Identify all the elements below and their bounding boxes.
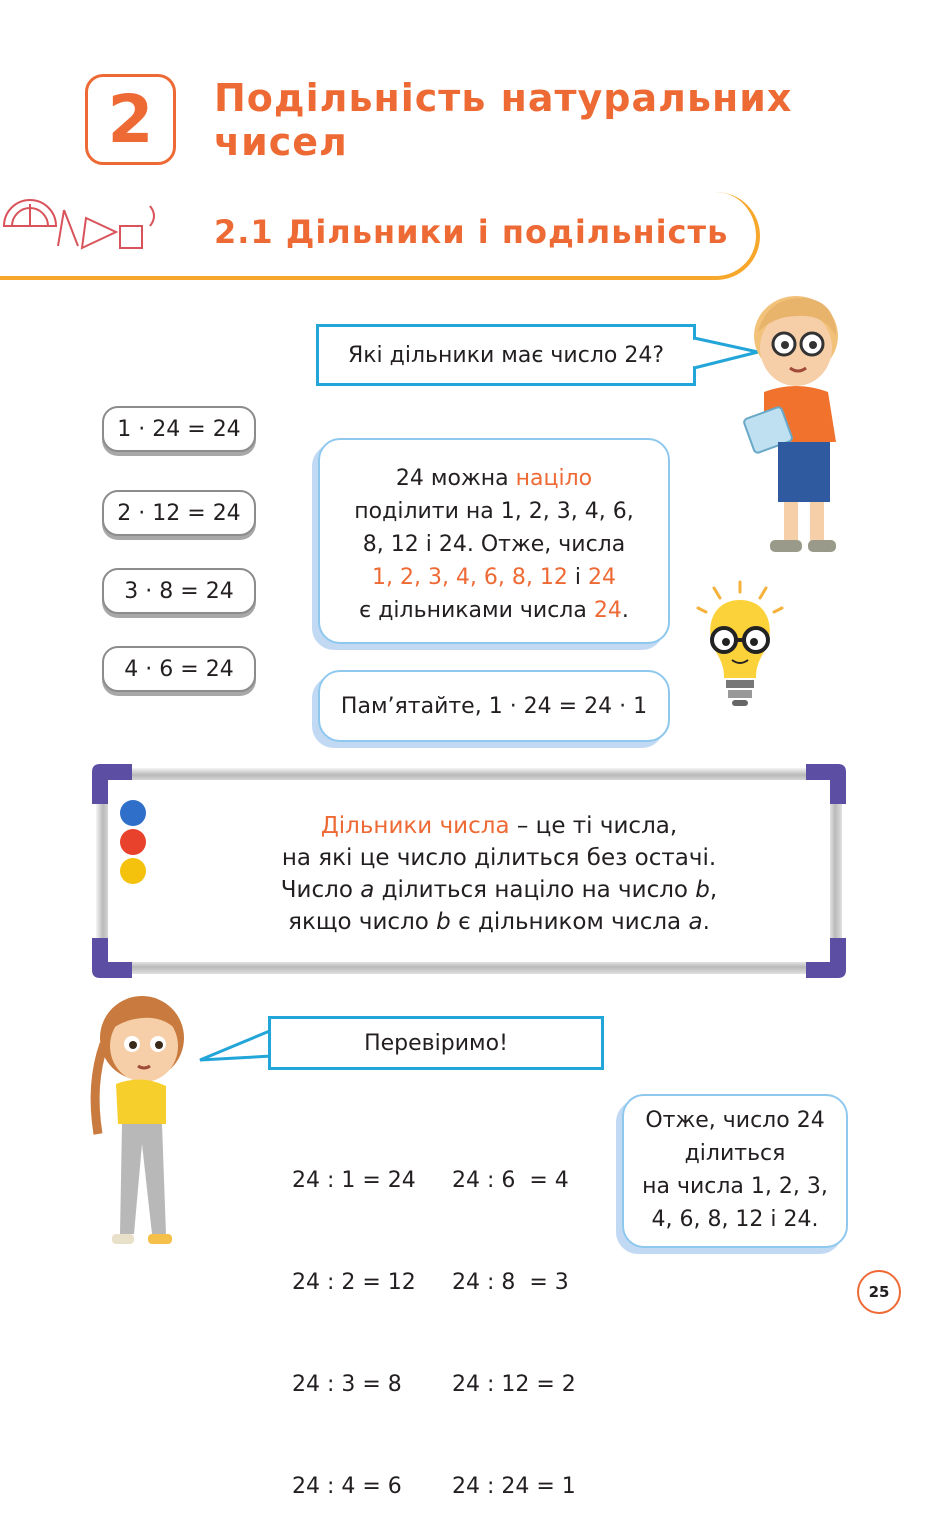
variable-a: a	[688, 909, 703, 935]
definition-text-part: якщо число	[288, 909, 437, 935]
equation-text: 2 · 12 = 24	[117, 500, 241, 526]
info-line-3: 8, 12 і 24. Отже, числа	[362, 532, 626, 557]
remember-card	[318, 670, 670, 742]
highlight-text: націло	[515, 466, 593, 491]
division-row: 24 : 1 = 24	[292, 1168, 416, 1193]
chapter-number-box	[85, 74, 176, 165]
equation-text: 3 · 8 = 24	[124, 578, 234, 604]
definition-line-3	[168, 874, 830, 906]
page-number-text: 25	[868, 1283, 890, 1301]
division-column-right	[452, 1096, 576, 1538]
girl-speech-bubble	[268, 1016, 604, 1070]
chapter-number: 2	[107, 80, 154, 158]
definition-text-part: .	[702, 909, 710, 935]
variable-a: a	[360, 877, 375, 903]
conclusion-line: 4, 6, 8, 12 і 24.	[651, 1207, 819, 1232]
definition-text	[108, 810, 830, 938]
conclusion-line: на числа 1, 2, 3,	[642, 1174, 828, 1199]
division-row: 24 : 12 = 2	[452, 1372, 576, 1397]
division-row: 24 : 3 = 8	[292, 1372, 402, 1397]
definition-text-part: ділиться націло на число	[374, 877, 696, 903]
equation-pill	[102, 568, 256, 614]
variable-b: b	[695, 877, 710, 903]
conclusion-line: ділиться	[684, 1141, 786, 1166]
boy-speech-bubble	[316, 324, 696, 386]
info-text: є дільниками числа	[359, 598, 594, 623]
info-line-2: поділити на 1, 2, 3, 4, 6,	[354, 499, 634, 524]
definition-term: Дільники числа	[320, 813, 510, 839]
division-row: 24 : 24 = 1	[452, 1474, 576, 1499]
info-text: 24 можна	[395, 466, 516, 491]
definition-text-part: є дільником числа	[450, 909, 689, 935]
page-number	[857, 1270, 901, 1314]
definition-text-part: – це ті числа,	[509, 813, 678, 839]
info-line-5	[320, 594, 668, 627]
division-row: 24 : 6 = 4	[452, 1168, 569, 1193]
section-title: 2.1 Дільники і подільність	[214, 213, 729, 251]
info-text: .	[621, 598, 629, 623]
conclusion-line: Отже, число 24	[645, 1108, 825, 1133]
info-card	[318, 438, 670, 644]
definition-line-1	[168, 810, 830, 842]
equation-text: 4 · 6 = 24	[124, 656, 234, 682]
conclusion-card	[622, 1094, 848, 1248]
equation-pill	[102, 646, 256, 692]
definition-text-part: Число	[280, 877, 361, 903]
definition-text-part: ,	[709, 877, 718, 903]
boy-question-text: Які дільники має число 24?	[347, 342, 664, 368]
division-row: 24 : 2 = 12	[292, 1270, 416, 1295]
division-row: 24 : 8 = 3	[452, 1270, 569, 1295]
info-line-1	[320, 462, 668, 495]
chapter-title: Подільність натуральних чисел	[214, 76, 793, 164]
variable-b: b	[436, 909, 451, 935]
info-text: і	[567, 565, 588, 590]
remember-text: Пам’ятайте, 1 · 24 = 24 · 1	[340, 693, 648, 719]
girl-bubble-tail	[196, 1026, 274, 1066]
division-column-left	[292, 1096, 416, 1538]
definition-line-4	[168, 906, 830, 938]
girl-character-illustration	[82, 994, 202, 1254]
definition-line-2: на які це число ділиться без остачі.	[281, 845, 717, 871]
division-row: 24 : 4 = 6	[292, 1474, 402, 1499]
equation-text: 1 · 24 = 24	[117, 416, 241, 442]
equation-pill	[102, 490, 256, 536]
info-line-4	[320, 561, 668, 594]
geometry-tools-icon	[0, 196, 170, 260]
lightbulb-icon	[690, 578, 790, 710]
highlight-text: 1, 2, 3, 4, 6, 8, 12	[371, 565, 568, 590]
girl-speech-text: Перевіримо!	[364, 1030, 508, 1056]
highlight-text: 24	[593, 598, 622, 623]
boy-character-illustration	[728, 292, 848, 562]
highlight-text: 24	[588, 565, 616, 590]
equation-pill	[102, 406, 256, 452]
